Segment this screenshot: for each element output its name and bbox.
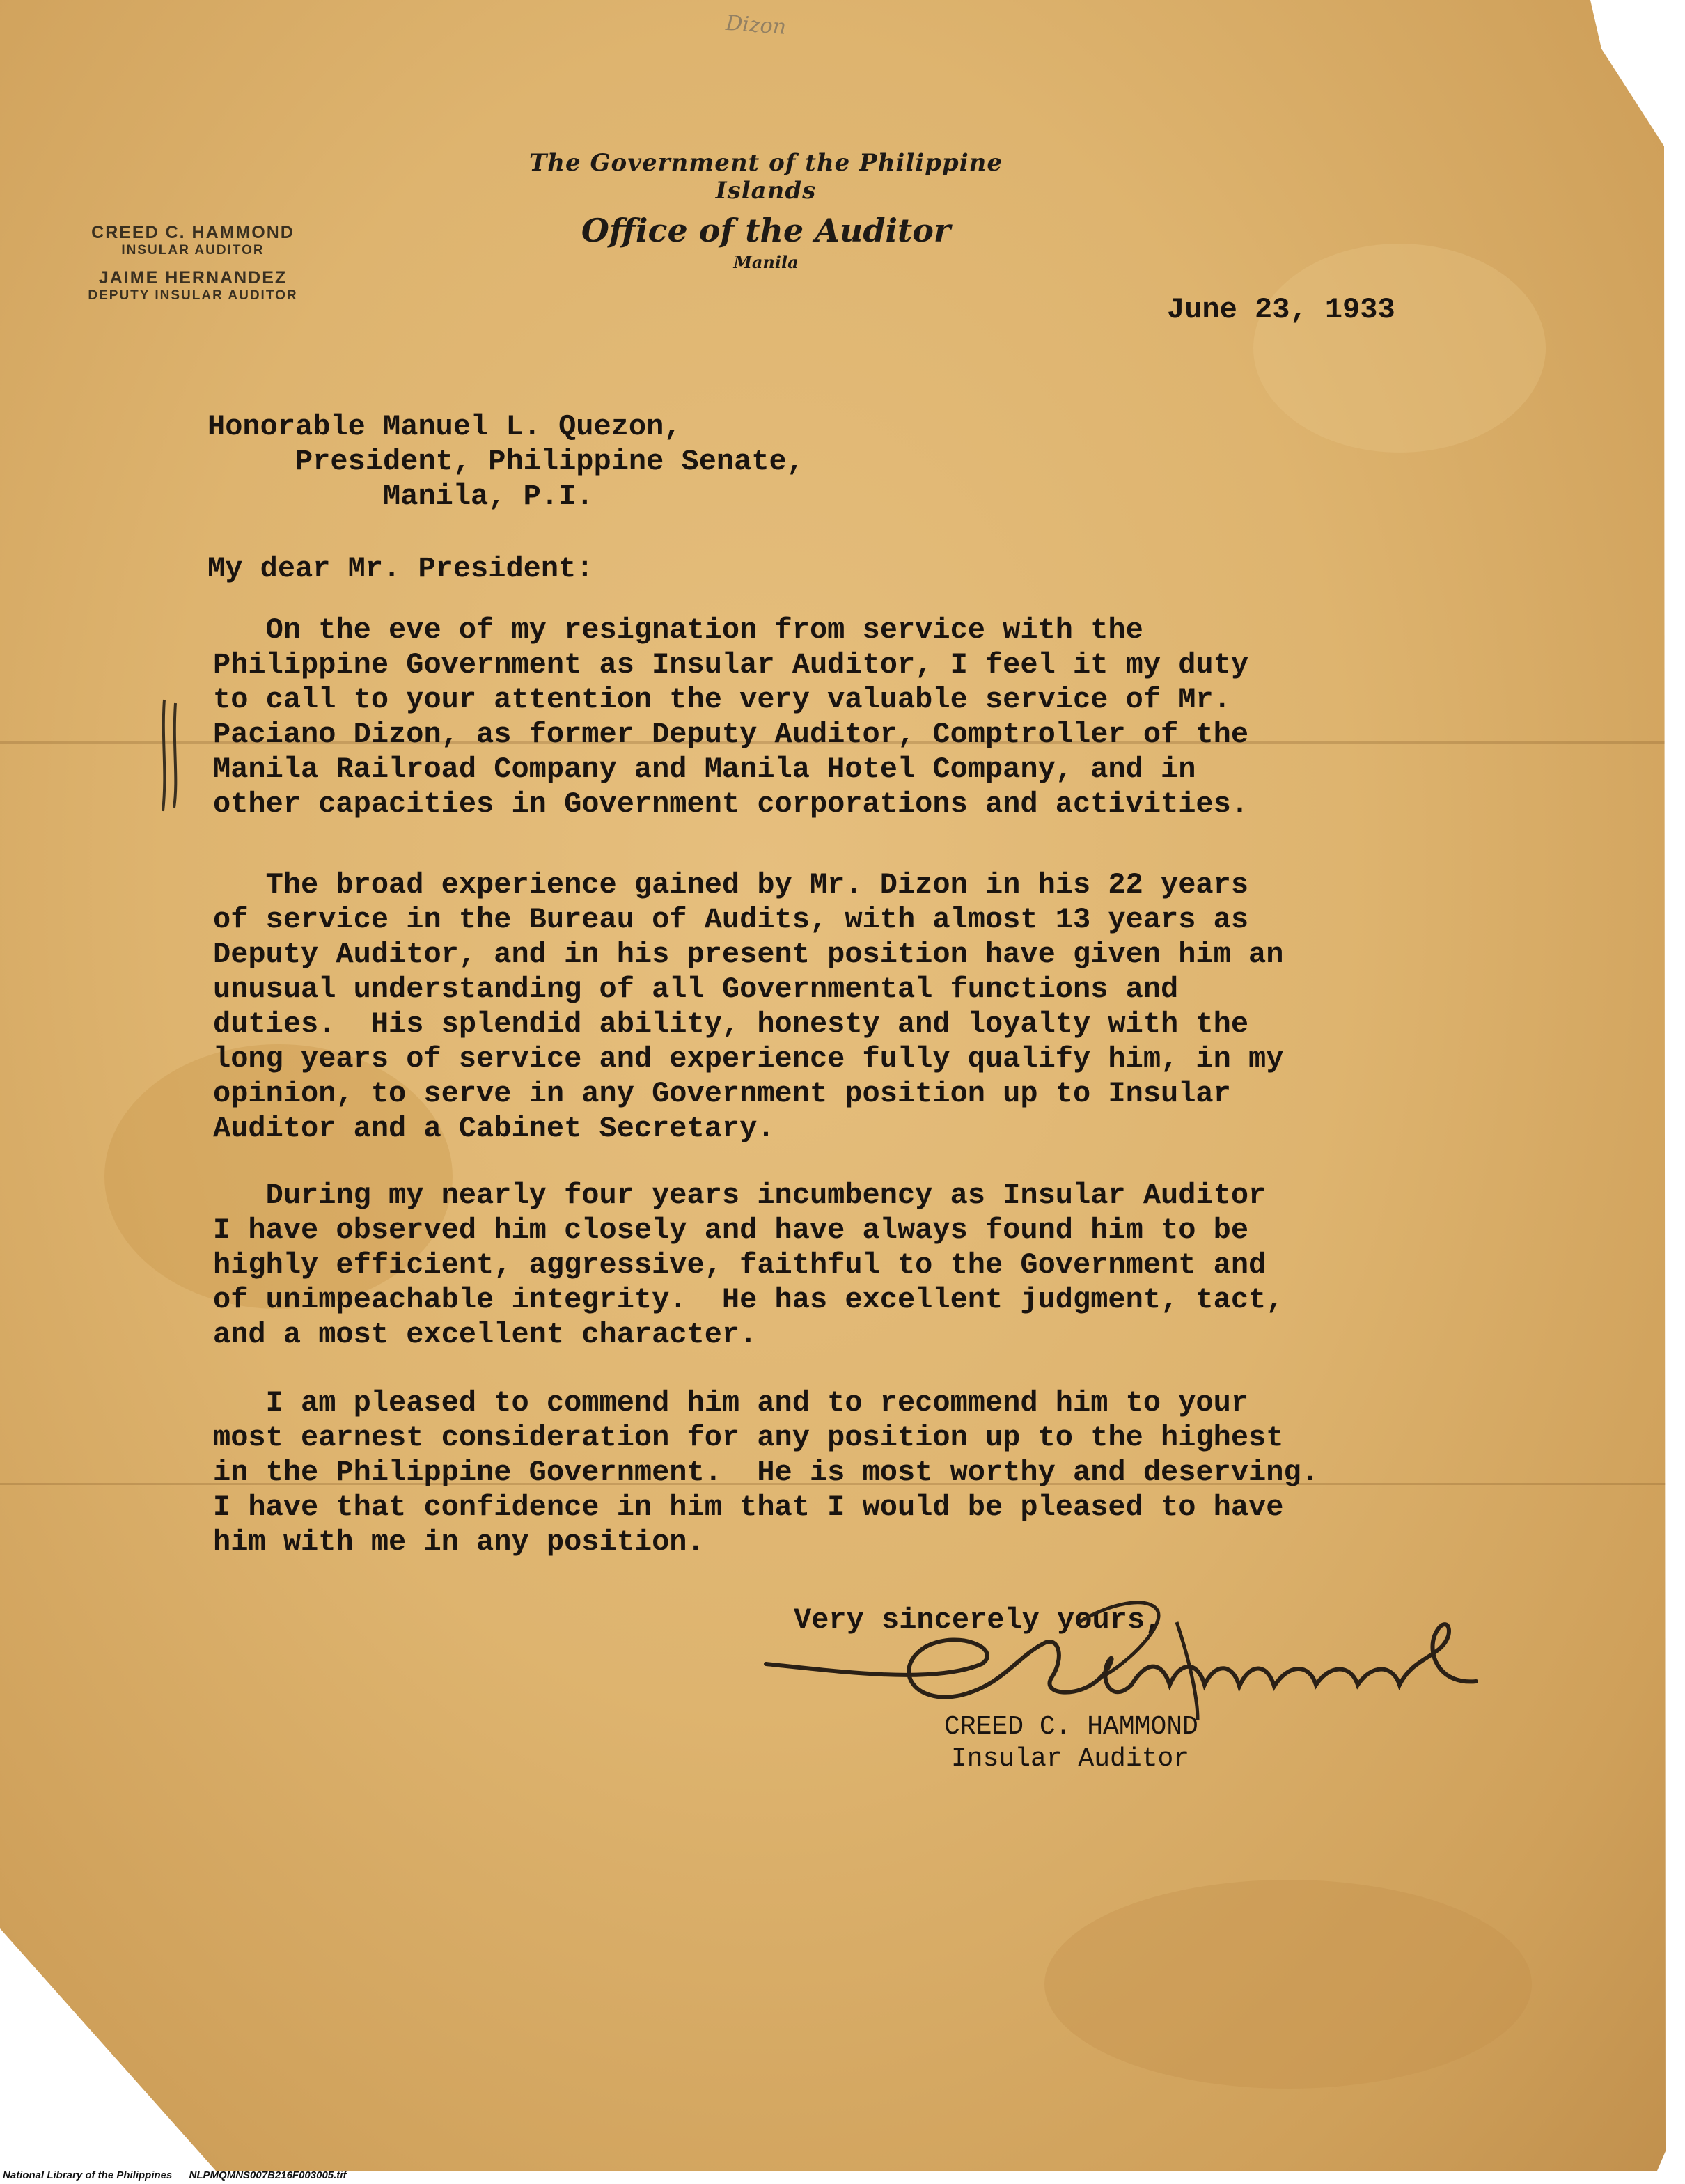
signature-block (944, 1711, 1198, 1775)
letterhead (487, 149, 1044, 272)
letterhead-government: The Government of the Philippine Islands (529, 149, 1003, 205)
body-paragraph: I am pleased to commend him and to recommend him to your most earnest consideration for any position up to the highest in the Philippine Government. He is most worthy and deserving. I have that confidence in him that I would be pleased to have him with me in any position. (213, 1386, 1319, 1559)
handwritten-note: Dizon (725, 10, 787, 40)
official-title: DEPUTY INSULAR AUDITOR (88, 288, 298, 303)
official-name: CREED C. HAMMOND (91, 223, 295, 242)
body-paragraph: The broad experience gained by Mr. Dizon in his 22 years of service in the Bureau of Audits, with almost 13 years as Deputy Auditor, and in his present position have given him an unusual understanding of all Governmental functions and duties. His splendid ability, honesty and loyalty with the long years of service and experience fully qualify him, in my opinion, to serve in any Government position up to Insular Auditor and a Cabinet Secretary. (213, 868, 1284, 1145)
salutation: My dear Mr. President: (207, 552, 594, 586)
archive-footer (3, 2169, 1674, 2183)
paper-stain (1253, 244, 1546, 453)
letterhead-city: Manila (733, 252, 799, 272)
body-paragraph: On the eve of my resignation from service with the Philippine Government as Insular Auditor, I feel it my duty to call to your attention the very valuable service of Mr. Paciano Dizon, as former Deputy Auditor, Comptroller of the Manila Railroad Company and Manila Hotel Company, and in other capacities in Government corporations and activities. (213, 613, 1249, 821)
footer-file-id: NLPMQMNS007B216F003005.tif (189, 2169, 347, 2181)
closing: Very sincerely yours, (794, 1603, 1163, 1637)
footer-library: National Library of the Philippines (3, 2169, 173, 2181)
addressee-line: Honorable Manuel L. Quezon, (207, 410, 682, 443)
signatory-title: Insular Auditor (951, 1744, 1190, 1774)
addressee-line: President, Philippine Senate, (207, 445, 804, 478)
letterhead-office: Office of the Auditor (581, 212, 951, 249)
officials-list (64, 223, 322, 313)
letter-date: June 23, 1933 (1167, 293, 1395, 327)
body-paragraph: During my nearly four years incumbency as Insular Auditor I have observed him closely and have always found him to be highly efficient, aggressive, faithful to the Government and of unimpeachable integrity. He has excellent judgment, tact, and a most excellent character. (213, 1179, 1284, 1351)
addressee-block (207, 409, 804, 514)
addressee-line: Manila, P.I. (207, 480, 594, 513)
official-name: JAIME HERNANDEZ (98, 268, 288, 288)
paper-stain (1044, 1880, 1532, 2089)
margin-mark-icon (157, 696, 185, 815)
official-title: INSULAR AUDITOR (121, 243, 265, 258)
signatory-name: CREED C. HAMMOND (944, 1712, 1198, 1742)
